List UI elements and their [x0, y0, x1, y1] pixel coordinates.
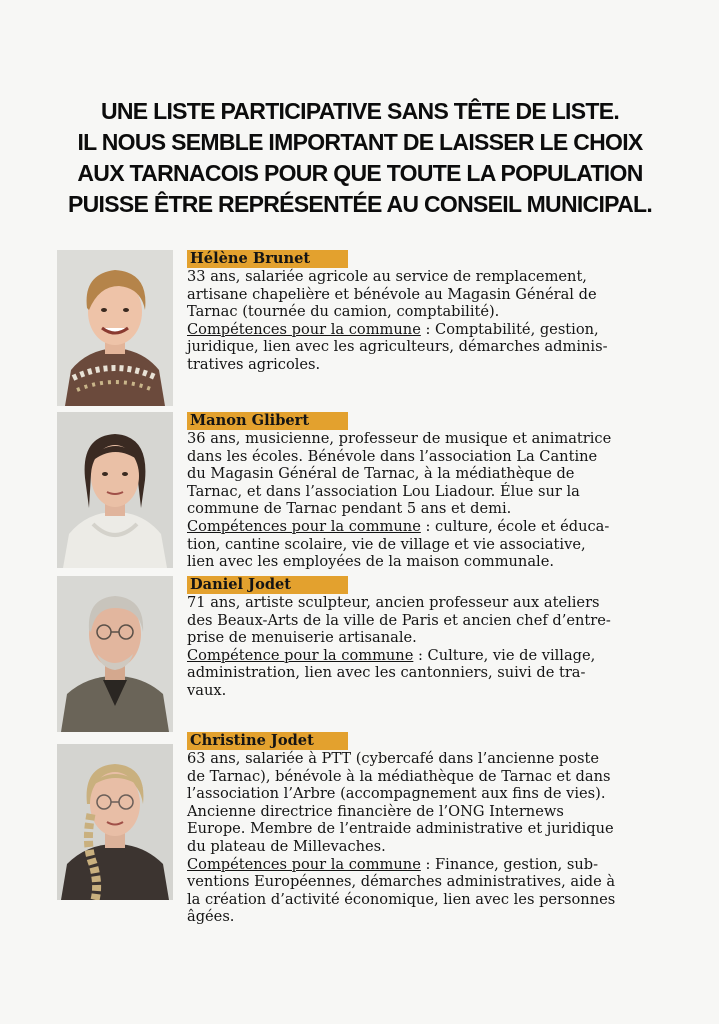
- skills-line: administration, lien avec les cantonniers, suivi de tra-: [187, 664, 586, 682]
- bio-line: du Magasin Général de Tarnac, à la médiathèque de: [187, 465, 575, 483]
- skills-text: : Comptabilité, gestion,: [420, 320, 599, 338]
- skills-label: Compétences pour la commune: [187, 517, 421, 535]
- skills-line: âgées.: [187, 908, 235, 926]
- skills-line: lien avec les employées de la maison communale.: [187, 553, 554, 571]
- bio-line: du plateau de Millevaches.: [187, 837, 386, 855]
- skills-line: [187, 518, 687, 536]
- candidate-photo: [57, 576, 173, 732]
- candidate-name: Manon Glibert: [187, 412, 348, 430]
- candidate-photo: [57, 250, 173, 406]
- skills-line: tratives agricoles.: [187, 355, 321, 373]
- bio-line: Ancienne directrice financière de l’ONG Internews: [187, 802, 564, 820]
- skills-label: Compétences pour la commune: [187, 320, 421, 338]
- portrait-image: [57, 412, 173, 568]
- headline-line: IL NOUS SEMBLE IMPORTANT DE LAISSER LE CHOIX: [77, 129, 643, 155]
- bio-line: commune de Tarnac pendant 5 ans et demi.: [187, 500, 512, 518]
- skills-label: Compétence pour la commune: [187, 646, 414, 664]
- bio-line: 71 ans, artiste sculpteur, ancien professeur aux ateliers: [187, 594, 600, 611]
- bio-line: Tarnac (tournée du camion, comptabilité).: [187, 303, 500, 321]
- skills-line: tion, cantine scolaire, vie de village et vie associative,: [187, 535, 586, 553]
- candidate-text: [187, 732, 687, 926]
- candidate-photo: [57, 744, 173, 900]
- skills-line: ventions Européennes, démarches administratives, aide à: [187, 873, 616, 891]
- bio-line: artisane chapelière et bénévole au Magasin Général de: [187, 285, 597, 303]
- bio-line: des Beaux-Arts de la ville de Paris et ancien chef d’entre-: [187, 611, 611, 629]
- candidate-name: Christine Jodet: [187, 732, 348, 750]
- bio-line: 33 ans, salariée agricole au service de remplacement,: [187, 268, 587, 285]
- skills-line: [187, 647, 687, 665]
- bio-line: de Tarnac), bénévole à la médiathèque de Tarnac et dans: [187, 767, 611, 785]
- candidate-text: [187, 576, 687, 700]
- candidate-name: Hélène Brunet: [187, 250, 348, 268]
- bio-line: dans les écoles. Bénévole dans l’association La Cantine: [187, 447, 598, 465]
- bio-line: prise de menuiserie artisanale.: [187, 629, 417, 647]
- candidate-text: [187, 412, 687, 571]
- bio-line: 63 ans, salariée à PTT (cybercafé dans l’ancienne poste: [187, 750, 599, 767]
- portrait-image: [57, 250, 173, 406]
- headline-line: AUX TARNACOIS POUR QUE TOUTE LA POPULATION: [77, 160, 643, 186]
- skills-line: vaux.: [187, 681, 227, 699]
- skills-line: [187, 321, 687, 339]
- candidate-photo: [57, 412, 173, 568]
- candidate-text: [187, 250, 687, 374]
- headline-line: UNE LISTE PARTICIPATIVE SANS TÊTE DE LISTE.: [100, 98, 620, 124]
- bio-line: Europe. Membre de l’entraide administrative et juridique: [187, 820, 614, 838]
- candidate-name: Daniel Jodet: [187, 576, 348, 594]
- skills-text: : Culture, vie de village,: [413, 646, 596, 664]
- portrait-image: [57, 576, 173, 732]
- bio-line: 36 ans, musicienne, professeur de musique et animatrice: [187, 430, 612, 447]
- bio-line: l’association l’Arbre (accompagnement aux fins de vies).: [187, 785, 606, 803]
- headline-line: PUISSE ÊTRE REPRÉSENTÉE AU CONSEIL MUNICIPAL.: [67, 191, 653, 217]
- skills-line: [187, 856, 687, 874]
- skills-text: : culture, école et éduca-: [420, 517, 610, 535]
- headline: [40, 96, 680, 220]
- skills-text: : Finance, gestion, sub-: [420, 855, 599, 873]
- portrait-image: [57, 744, 173, 900]
- skills-line: la création d’activité économique, lien avec les personnes: [187, 890, 616, 908]
- bio-line: Tarnac, et dans l’association Lou Liadour. Élue sur la: [187, 482, 580, 500]
- skills-line: juridique, lien avec les agriculteurs, démarches adminis-: [187, 338, 608, 356]
- skills-label: Compétences pour la commune: [187, 855, 421, 873]
